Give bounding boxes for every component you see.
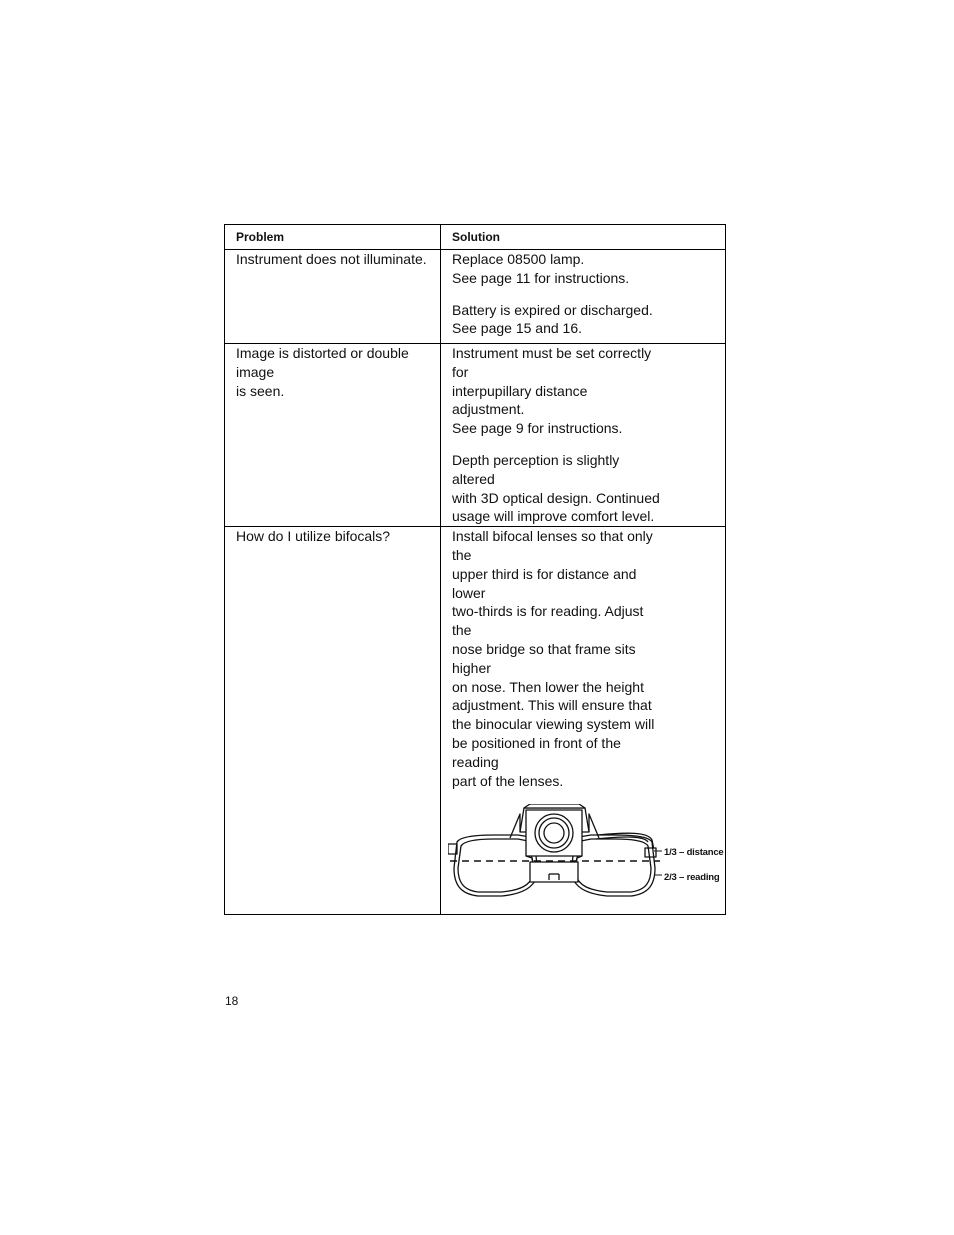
- solution-cell: [441, 344, 726, 527]
- solution-line: interpupillary distance adjustment.: [452, 382, 588, 418]
- solution-line: nose bridge so that frame sits higher: [452, 640, 636, 676]
- header-solution: Solution: [441, 225, 726, 250]
- solution-paragraph: [452, 451, 662, 526]
- solution-line: with 3D optical design. Continued: [452, 489, 660, 506]
- solution-paragraph: [452, 301, 662, 339]
- problem-cell: [225, 250, 441, 344]
- solution-line: the binocular viewing system will: [452, 716, 655, 733]
- solution-line: Instrument must be set correctly for: [452, 345, 652, 380]
- troubleshooting-table: [224, 224, 726, 915]
- solution-line: adjustment. This will ensure that: [452, 697, 652, 714]
- solution-paragraph: [452, 250, 662, 288]
- problem-text: [236, 344, 432, 400]
- header-problem: Problem: [225, 225, 441, 250]
- solution-line: be positioned in front of the reading: [452, 734, 621, 770]
- solution-line: Install bifocal lenses so that only the: [452, 528, 653, 563]
- solution-line: on nose. Then lower the height: [452, 678, 644, 695]
- solution-line: See page 9 for instructions.: [452, 420, 623, 437]
- solution-line: part of the lenses.: [452, 772, 564, 789]
- label-distance: 1/3 – distance: [664, 847, 724, 859]
- problem-text: Instrument does not illuminate.: [236, 251, 427, 267]
- label-reading: 2/3 – reading: [664, 872, 720, 884]
- solution-line: upper third is for distance and lower: [452, 565, 637, 601]
- solution-cell: [441, 527, 726, 915]
- problem-cell: [225, 344, 441, 527]
- problem-text: How do I utilize bifocals?: [236, 528, 391, 545]
- solution-line: See page 11 for instructions.: [452, 269, 630, 286]
- bifocal-illustration: [448, 804, 724, 914]
- table-row: [225, 344, 726, 527]
- solution-line: usage will improve comfort level.: [452, 508, 655, 525]
- solution-line: two-thirds is for reading. Adjust the: [452, 603, 644, 639]
- problem-cell: [225, 527, 441, 915]
- problem-line: is seen.: [236, 382, 285, 399]
- solution-paragraph: [452, 527, 662, 790]
- page-number: 18: [225, 994, 239, 1008]
- table-header-row: [225, 225, 726, 250]
- solution-line: Battery is expired or discharged.: [452, 301, 653, 318]
- problem-line: Image is distorted or double image: [236, 345, 409, 380]
- solution-line: Depth perception is slightly altered: [452, 451, 620, 487]
- solution-cell: [441, 250, 726, 344]
- table-row: [225, 250, 726, 344]
- solution-paragraph: [452, 344, 662, 438]
- solution-line: See page 15 and 16.: [452, 320, 583, 337]
- table-row: [225, 527, 726, 915]
- solution-line: Replace 08500 lamp.: [452, 251, 585, 267]
